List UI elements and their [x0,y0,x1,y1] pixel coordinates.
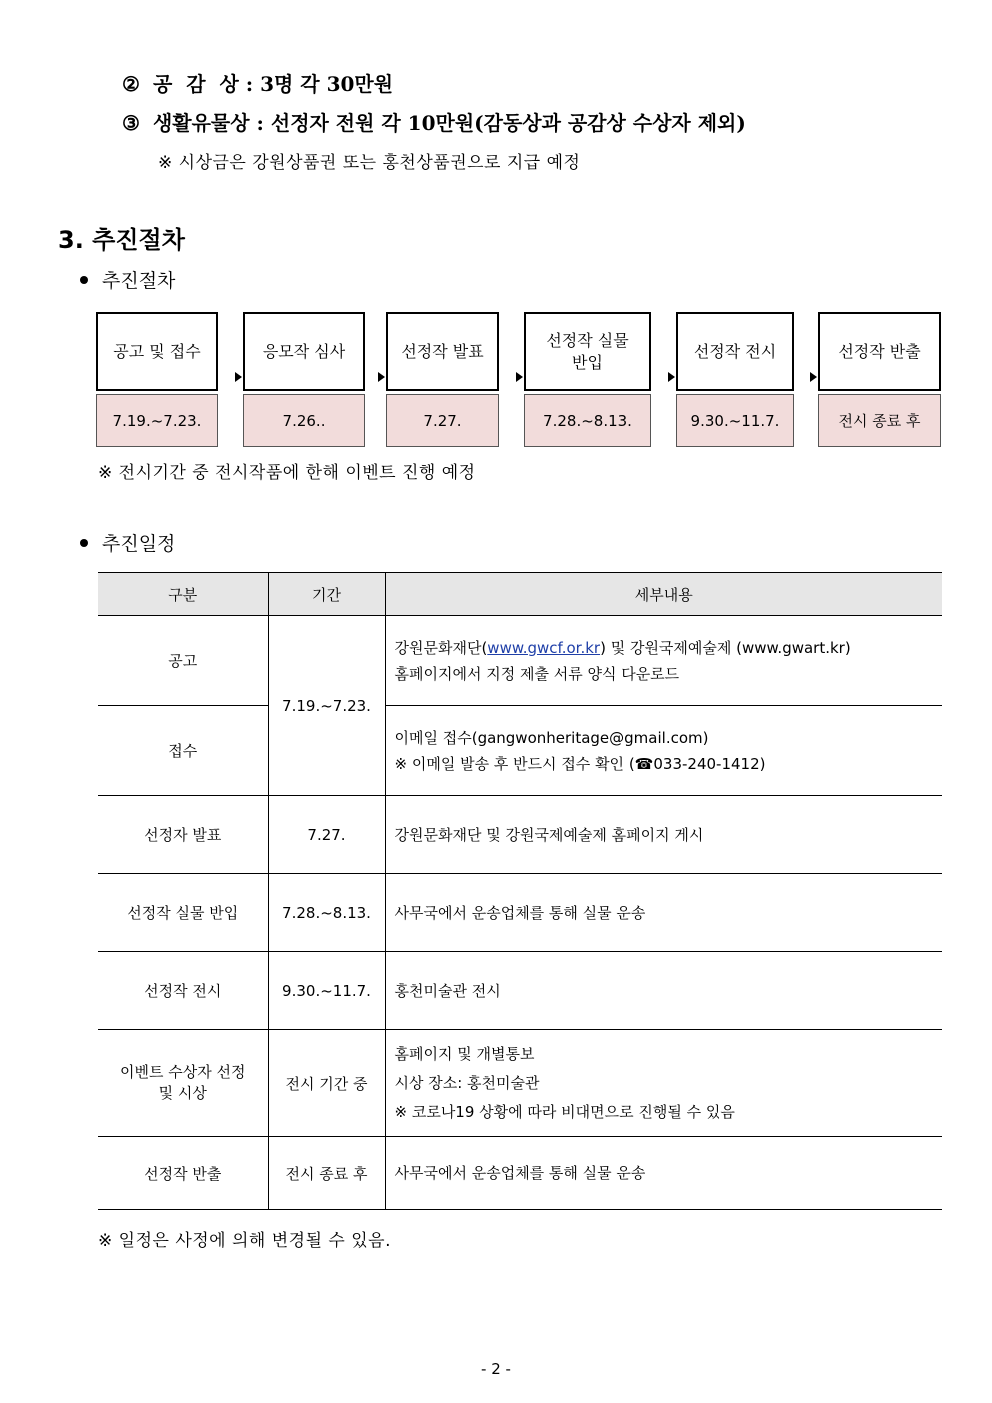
step-label: 선정작 발표 [386,312,499,391]
row-detail: 사무국에서 운송업체를 통해 실물 운송 [385,1137,942,1210]
row-category: 공고 [98,616,268,706]
award-item-2 [122,68,393,97]
process-step [676,312,794,447]
row-category: 접수 [98,706,268,796]
award-number: ② [122,72,140,96]
bullet-icon [80,539,88,547]
detail-line: 이메일 접수(gangwonheritage@gmail.com) [394,728,709,747]
process-step [386,312,499,447]
award-item-3 [122,107,746,136]
table-header-row [98,573,942,616]
row-period: 7.27. [268,796,385,874]
process-step [524,312,651,447]
prize-note: ※ 시상금은 강원상품권 또는 홍천상품권으로 지급 예정 [158,153,581,173]
step-label: 선정작 실물 반입 [524,312,651,391]
table-row [98,952,942,1030]
process-step [96,312,218,447]
table-row [98,1137,942,1210]
step-date: 7.26.. [243,394,365,447]
row-detail: 강원문화재단 및 강원국제예술제 홈페이지 게시 [385,796,942,874]
step-label: 응모작 심사 [243,312,365,391]
flow-arrow-icon [810,372,817,382]
detail-line: ※ 코로나19 상황에 따라 비대면으로 진행될 수 있음 [394,1102,735,1121]
row-period: 7.28.~8.13. [268,874,385,952]
table-row [98,874,942,952]
row-period: 전시 기간 중 [268,1030,385,1137]
schedule-note: ※ 일정은 사정에 의해 변경될 수 있음. [98,1231,391,1251]
flow-arrow-icon [516,372,523,382]
gwcf-link[interactable]: www.gwcf.or.kr [487,638,601,657]
row-category: 선정작 실물 반입 [98,874,268,952]
process-heading [80,266,175,293]
flow-arrow-icon [378,372,385,382]
row-category [98,1030,268,1137]
row-detail [385,706,942,796]
row-detail: 홍천미술관 전시 [385,952,942,1030]
award-text: 공 감 상 : 3명 각 30만원 [152,72,394,96]
header-period: 기간 [268,573,385,616]
step-label: 선정작 전시 [676,312,794,391]
page-number: - 2 - [481,1360,511,1378]
detail-line [395,635,942,661]
category-line: 및 시상 [158,1084,207,1102]
award-text: 생활유물상 : 선정자 전원 각 10만원(감동상과 공감상 수상자 제외) [152,111,746,135]
section-title: 3. 추진절차 [58,226,185,254]
process-note: ※ 전시기간 중 전시작품에 한해 이벤트 진행 예정 [98,463,476,483]
process-step [243,312,365,447]
table-row [98,616,942,706]
step-date: 9.30.~11.7. [676,394,794,447]
row-category: 선정자 발표 [98,796,268,874]
row-detail [385,616,942,706]
table-row [98,796,942,874]
header-detail: 세부내용 [385,573,942,616]
row-period: 9.30.~11.7. [268,952,385,1030]
step-date: 7.28.~8.13. [524,394,651,447]
schedule-heading [80,529,175,556]
step-date: 전시 종료 후 [818,394,941,447]
flow-arrow-icon [235,372,242,382]
row-period: 7.19.~7.23. [268,616,385,796]
schedule-table [98,572,942,1210]
detail-line: ※ 이메일 발송 후 반드시 접수 확인 (☎033-240-1412) [394,754,766,773]
step-date: 7.19.~7.23. [96,394,218,447]
table-row [98,1030,942,1137]
step-label: 선정작 반출 [818,312,941,391]
row-detail: 사무국에서 운송업체를 통해 실물 운송 [385,874,942,952]
detail-line: 시상 장소: 홍천미술관 [394,1073,540,1092]
process-heading-text: 추진절차 [102,270,176,292]
detail-text: 강원문화재단( [394,638,488,657]
step-label: 공고 및 접수 [96,312,218,391]
step-date: 7.27. [386,394,499,447]
flow-arrow-icon [668,372,675,382]
detail-line: 홈페이지 및 개별통보 [394,1044,535,1063]
row-category: 선정작 전시 [98,952,268,1030]
award-number: ③ [122,111,140,135]
row-detail [385,1030,942,1137]
category-line: 이벤트 수상자 선정 [120,1063,246,1081]
row-period: 전시 종료 후 [268,1137,385,1210]
row-category: 선정작 반출 [98,1137,268,1210]
header-category: 구분 [98,573,268,616]
bullet-icon [80,276,88,284]
schedule-heading-text: 추진일정 [102,533,176,555]
process-step [818,312,941,447]
detail-text: ) 및 강원국제예술제 (www.gwart.kr) [600,638,851,657]
table-row [98,706,942,796]
detail-line: 홈페이지에서 지정 제출 서류 양식 다운로드 [394,664,680,683]
